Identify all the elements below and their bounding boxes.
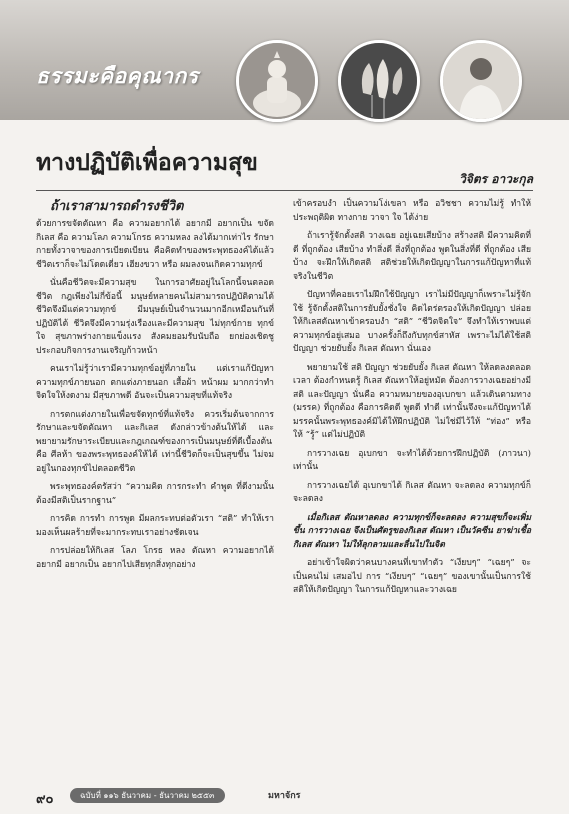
paragraph: การวางเฉย อุเบกขา จะทำได้ด้วยการฝึกปฏิบัติ (ภาวนา) เท่านั้น [293, 448, 531, 472]
paragraph: อย่าเข้าใจผิดว่าคนบางคนที่เขาทำตัว “เงียบๆ” “เฉยๆ” จะเป็นคนไม่ เสมอไป การ “เงียบๆ” “เฉยๆ” ของเขานั้นเป็นการใช้สติให้เกิดปัญญา ในการแก้ปัญหาและวางเฉย [293, 558, 531, 595]
paragraph: พยายามใช้ สติ ปัญญา ช่วยยับยั้ง กิเลส ตัณหา ให้ลดลงตลอดเวลา ต้องกำหนดรู้ กิเลส ตัณหาให้อยู่หมัด ต้องการวางเฉยอย่างมีสติ และปัญญา นั่นคือ ความหมายของอุเบกขา แล้วเดินตามทาง (มรรค) ที่ถูกต้อง คือการคิดดี พูดดี ทำดี เท่านั้นจึงจะแก้ปัญหาได้ มรรคนั้นพระพุทธองค์มิได้ให้ฝึกปฏิบัติ ไม่ใช่มีไว้ให้ “ท่อง” หรือให้ “รู้” แต่ไม่ปฏิบัติ [293, 362, 531, 440]
paragraph: การปล่อยให้กิเลส โลภ โกรธ หลง ตัณหา ความอยากได้ อยากมี อยากเป็น อยากไปเสียทุกสิ่งทุกอย่าง [36, 546, 274, 570]
page-number: ๙๐ [36, 792, 54, 807]
lead-phrase: ถ้าเราสามารถดำรงชีวิต [50, 199, 184, 214]
issue-badge: ฉบับที่ ๑๑๖ ธันวาคม - ธันวาคม ๒๕๕๓ [70, 788, 225, 803]
publisher-logo: มหาจักร [268, 791, 301, 801]
section-title: ธรรมะคือคุณากร [36, 64, 199, 88]
lotus-icon [341, 43, 417, 119]
paragraph: ปัญหาที่คอยเราไม่ฝึกใช้ปัญญา เราไม่มีปัญญาก็เพราะไม่รู้จักใช้ รู้จักตั้งสติในการยับยั้งชั่งใจ คิดไตร่ตรองให้เกิดปัญญา ปล่อยให้กิเลสตัณหาเข้าครอบงำ “สติ” “ชีวิตจิตใจ” จึงทำให้เราพบแต่ความทุกข์อยู่เสมอ บางครั้งก็ถึงกับทุกข์สาหัส เพราะไม่ได้ใช้สติ ปัญญา ช่วยยับยั้ง กิเลส ตัณหา นั่นเอง [293, 290, 531, 354]
buddha-statue-photo [236, 40, 318, 122]
buddha-statue-icon [239, 43, 315, 119]
paragraph: นั่นคือชีวิตจะมีความสุข ในการอาศัยอยู่ในโลกนี้จนตลอดชีวิต กฎเพียงไม่กี่ข้อนี้ มนุษย์หลายคนไม่สามารถปฏิบัติตามได้ชีวิตจึงมีแต่ความทุกข์ มีมนุษย์เป็นจำนวนมากอีกเหมือนกันที่ปฏิบัติได้ ชีวิตจึงมีความรุ่งเรืองและมีความสุข ไม่ทุกข์กาย ทุกข์ใจ สุขภาพร่างกายแข็งแรง สังคมยอมรับนับถือ ยกย่องเชิดชู ประกอบกิจการงานเจริญก้าวหน้า [36, 278, 274, 356]
right-column [293, 198, 531, 603]
paragraph: การวางเฉยได้ อุเบกขาได้ กิเลส ตัณหา จะลดลง ความทุกข์ก็จะลดลง [293, 480, 531, 504]
article-title: ทางปฏิบัติเพื่อความสุข [36, 150, 258, 176]
paragraph: ถ้าเราสามารถดำรงชีวิต ด้วยการขจัดตัณหา คือ ความอยากได้ อยากมี อยากเป็น ขจัดกิเลส คือ ความโลภ ความโกรธ ความหลง ลงได้มากเท่าไร รักษากายทั้งวาจาของการเบียดเบียน คือคิดทำของพระพุทธองค์ได้แล้ว ชีวิตเราก็จะไม่โดดเดี่ยว เฮียงขวา หรือ ผมลงจนเกิดความทุกข์ [36, 199, 274, 270]
paragraph: การตกแต่งภายในเพื่อขจัดทุกข์ที่แท้จริง ควรเริ่มต้นจากการรักษาและขจัดตัณหา และกิเลส ดังกล่าวข้างต้นให้ได้ และพยายามรักษาระเบียบและกฎเกณฑ์ของการเป็นมนุษย์ที่ดีเบื้องต้น คือ ศีลห้า ของพระพุทธองค์ให้ได้ เท่านี้ชีวิตก็จะเป็นสุขขึ้น ไม่จมอยู่ในกองทุกข์ไปตลอดชีวิต [36, 409, 274, 474]
paragraph: การคิด การทำ การพูด มีผลกระทบต่อตัวเรา “สติ” ทำให้เรามองเห็นผลร้ายที่จะมากระทบเราอย่างชัดเจน [36, 514, 274, 538]
left-column [36, 198, 274, 577]
paragraph: พระพุทธองค์ตรัสว่า “ความคิด การกระทำ คำพูด ที่ดีงามนั้นต้องมีสติเป็นรากฐาน” [36, 482, 274, 506]
article-author: วิจิตร อาวะกุล [459, 172, 533, 186]
section-banner [0, 0, 569, 120]
title-divider [36, 190, 533, 191]
lotus-photo [338, 40, 420, 122]
paragraph: เข้าครอบงำ เป็นความโง่เขลา หรือ อวิชชา ความไม่รู้ ทำให้ประพฤติผิด ทางกาย วาจา ใจ ได้ง่าย [293, 199, 531, 223]
person-icon [443, 43, 519, 119]
paragraph: ถ้าเรารู้จักตั้งสติ วางเฉย อยู่เฉยเสียบ้าง สร้างสติ มีความคิดที่ดี ที่ถูกต้อง เสียบ้าง ทำสิ่งดี สิ่งที่ถูกต้อง พูดในสิ่งที่ดี ที่ถูกต้อง เสียบ้าง จะฝึกให้เกิดสติ สติช่วยให้เกิดปัญญาในการแก้ปัญหาที่แท้จริงในชีวิต [293, 231, 531, 282]
paragraph: คนเราไม่รู้ว่าเรามีความทุกข์อยู่ที่ภายใน แต่เราแก้ปัญหาความทุกข์ภายนอก ตกแต่งภายนอก เสื้อผ้า หน้าผม มากกว่าทำจิตใจให้งดงาม มีสุขภาพดี อันจะเป็นความสุขที่แท้จริง [36, 364, 274, 401]
author-photo [440, 40, 522, 122]
highlight-quote: เมื่อกิเลส ตัณหาลดลง ความทุกข์ก็จะลดลง ความสุขก็จะเพิ่มขึ้น การวางเฉย จึงเป็นศัตรูของกิเลส ตัณหา เป็นวัคซีน ยาฆ่าเชื้อ กิเลส ตัณหา ไม่ให้ลุกลามและลื่นไปในจิต [293, 512, 531, 550]
page-footer [0, 780, 569, 814]
